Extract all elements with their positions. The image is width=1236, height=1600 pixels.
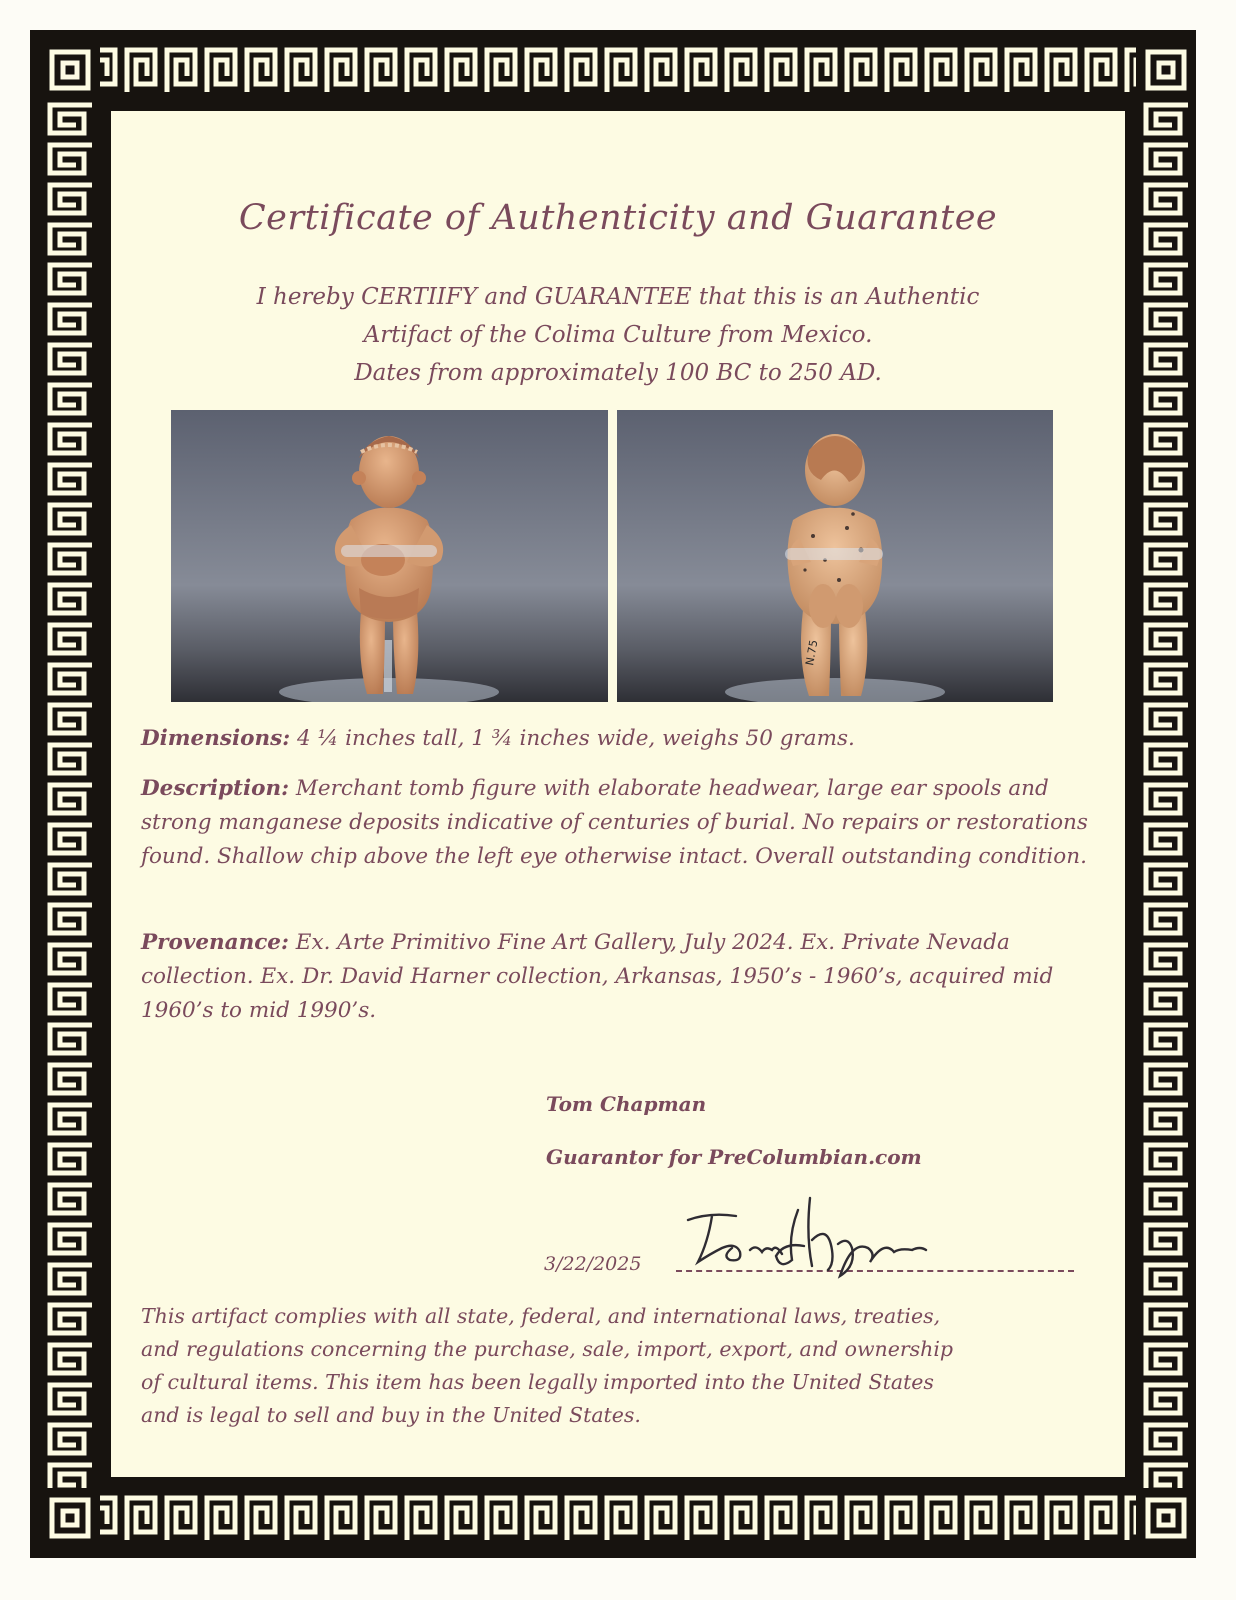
certification-line-2: Artifact of the Colima Culture from Mexico. xyxy=(363,322,873,348)
artifact-photo-front xyxy=(171,410,608,702)
description-text: Merchant tomb figure with elaborate headwear, large ear spools and strong manganese deposits indicative of centuries of burial. No repairs or restorations found. Shallow chip above the left eye otherwise intact. Overall outstanding condition. xyxy=(141,776,1088,869)
artifact-photo-back xyxy=(617,410,1053,702)
corner-square-bottom-left xyxy=(40,1488,100,1548)
corner-square-bottom-right xyxy=(1136,1488,1196,1548)
provenance-text: Ex. Arte Primitivo Fine Art Gallery, July 2024. Ex. Private Nevada collection. Ex. Dr. David Harner collection, Arkansas, 1950’s - 1960’s, acquired mid 1960’s to mid 1990’s. xyxy=(141,930,1054,1023)
signature-date: 3/22/2025 xyxy=(544,1253,642,1275)
legal-line-4: and is legal to sell and buy in the United States. xyxy=(141,1403,641,1427)
handwritten-signature xyxy=(680,1190,940,1280)
signatory-title: Guarantor for PreColumbian.com xyxy=(546,1145,922,1169)
certification-statement xyxy=(0,278,1236,392)
inventory-mark: N.75 xyxy=(803,638,821,667)
legal-compliance-statement xyxy=(141,1300,1101,1432)
legal-line-2: and regulations concerning the purchase, sale, import, export, and ownership xyxy=(141,1337,954,1361)
greek-key-border-top xyxy=(42,40,1184,100)
legal-line-1: This artifact complies with all state, federal, and international laws, treaties, xyxy=(141,1304,941,1328)
greek-key-border-bottom xyxy=(42,1488,1184,1548)
signatory-name: Tom Chapman xyxy=(546,1092,707,1116)
corner-square-top-right xyxy=(1136,40,1196,100)
dimensions-section xyxy=(141,722,1101,756)
description-label: Description: xyxy=(141,776,290,801)
certificate-title: Certificate of Authenticity and Guarantee xyxy=(238,198,998,238)
certification-line-3: Dates from approximately 100 BC to 250 AD. xyxy=(354,360,882,386)
dimensions-text: 4 ¼ inches tall, 1 ¾ inches wide, weighs 50 grams. xyxy=(290,726,855,751)
provenance-label: Provenance: xyxy=(141,930,289,955)
dimensions-label: Dimensions: xyxy=(141,726,291,751)
corner-square-top-left xyxy=(40,40,100,100)
provenance-section xyxy=(141,926,1101,1028)
description-section xyxy=(141,772,1101,874)
certification-line-1: I hereby CERTIIFY and GUARANTEE that this is an Authentic xyxy=(256,284,980,310)
legal-line-3: of cultural items. This item has been legally imported into the United States xyxy=(141,1370,934,1394)
